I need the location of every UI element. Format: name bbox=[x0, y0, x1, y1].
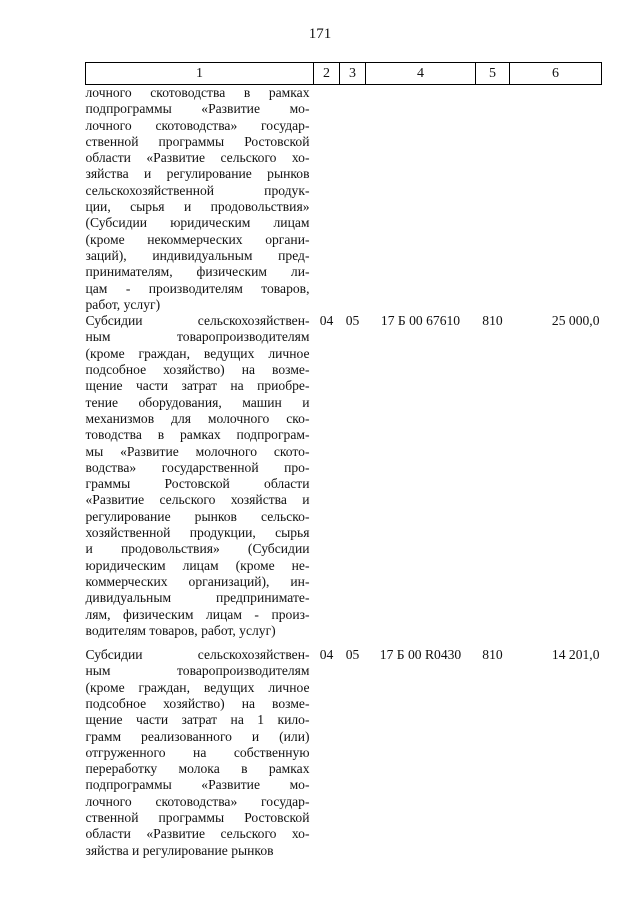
description-line: отгруженного на собственную bbox=[85, 744, 310, 760]
table-row bbox=[86, 647, 602, 870]
description-line: механизмов для молочного ско- bbox=[85, 410, 310, 426]
description-line: юридическим лицам (кроме не- bbox=[85, 557, 310, 573]
description-line: коммерческих организаций), ин- bbox=[85, 573, 310, 589]
description-line: тение оборудования, машин и bbox=[85, 394, 310, 410]
description-line: подсобное хозяйство) на возме- bbox=[85, 695, 310, 711]
description-line: лочного скотоводства» государ- bbox=[85, 793, 310, 809]
row-target-article bbox=[366, 85, 476, 314]
header-col-1: 1 bbox=[86, 63, 314, 85]
description-line: лям, физическим лицам - произ- bbox=[85, 606, 310, 622]
description-line: (Субсидии юридическим лицам bbox=[85, 215, 310, 231]
table-header-row bbox=[86, 63, 602, 85]
budget-table bbox=[85, 62, 602, 870]
description-line: заций), индивидуальным пред- bbox=[85, 247, 310, 263]
description-line: Субсидии сельскохозяйствен- bbox=[85, 647, 310, 663]
description-line: дивидуальным предпринимате- bbox=[85, 590, 310, 606]
description-line: ственной программы Ростовской bbox=[85, 810, 310, 826]
page-number: 171 bbox=[308, 26, 332, 42]
description-line: подпрограммы «Развитие мо- bbox=[85, 777, 310, 793]
header-col-2: 2 bbox=[314, 63, 340, 85]
description-line: (кроме граждан, ведущих личное bbox=[85, 679, 310, 695]
description-line: подсобное хозяйство) на возме- bbox=[85, 362, 310, 378]
row-subsection-code: 05 bbox=[345, 647, 360, 663]
description-line: зяйства и регулирование рынков bbox=[85, 842, 274, 858]
description-line: принимателям, физическим ли- bbox=[85, 264, 310, 280]
description-line: ным товаропроизводителям bbox=[85, 329, 310, 345]
row-amount: 14 201,0 bbox=[551, 647, 600, 663]
description-line: (кроме граждан, ведущих личное bbox=[85, 345, 310, 361]
row-amount: 25 000,0 bbox=[551, 313, 600, 329]
row-amount bbox=[510, 85, 602, 314]
description-line: сельскохозяйственной продук- bbox=[85, 182, 310, 198]
description-line: грамм реализованного и (или) bbox=[85, 728, 310, 744]
description-line: (кроме некоммерческих органи- bbox=[85, 231, 310, 247]
description-line: щение части затрат на 1 кило- bbox=[85, 712, 310, 728]
description-line: лочного скотоводства» государ- bbox=[85, 117, 310, 133]
description-line: ным товаропроизводителям bbox=[85, 663, 310, 679]
description-line: ственной программы Ростовской bbox=[85, 133, 310, 149]
row-expense-type: 810 bbox=[482, 647, 503, 663]
row-description bbox=[86, 85, 314, 314]
description-line: подпрограммы «Развитие мо- bbox=[85, 101, 310, 117]
description-line: лочного скотоводства в рамках bbox=[85, 85, 310, 100]
description-line: мы «Развитие молочного ското- bbox=[85, 443, 310, 459]
description-line: регулирование рынков сельско- bbox=[85, 508, 310, 524]
description-line: граммы Ростовской области bbox=[85, 476, 310, 492]
description-line: области «Развитие сельского хо- bbox=[85, 826, 310, 842]
row-section-code bbox=[314, 85, 340, 314]
row-description bbox=[86, 313, 314, 647]
description-line: «Развитие сельского хозяйства и bbox=[85, 492, 310, 508]
row-expense-type: 810 bbox=[482, 313, 503, 329]
row-description bbox=[86, 647, 314, 870]
row-section-code: 04 bbox=[319, 313, 334, 329]
header-col-5: 5 bbox=[476, 63, 510, 85]
table-row bbox=[86, 313, 602, 647]
description-line: хозяйственной продукции, сырья bbox=[85, 525, 310, 541]
row-section-code: 04 bbox=[319, 647, 334, 663]
row-subsection-code: 05 bbox=[345, 313, 360, 329]
description-line: области «Развитие сельского хо- bbox=[85, 150, 310, 166]
description-line: цам - производителям товаров, bbox=[85, 280, 310, 296]
header-col-6: 6 bbox=[510, 63, 602, 85]
description-line: зяйства и регулирование рынков bbox=[85, 166, 310, 182]
description-line: водителям товаров, работ, услуг) bbox=[85, 622, 276, 638]
description-line: и продовольствия» (Субсидии bbox=[85, 541, 310, 557]
description-line: Субсидии сельскохозяйствен- bbox=[85, 313, 310, 329]
row-target-article: 17 Б 00 67610 bbox=[380, 313, 461, 329]
description-line: ции, сырья и продовольствия» bbox=[85, 199, 310, 215]
table-row bbox=[86, 85, 602, 314]
row-target-article: 17 Б 00 R0430 bbox=[379, 647, 462, 663]
description-line: работ, услуг) bbox=[85, 296, 161, 312]
row-expense-type bbox=[476, 85, 510, 314]
description-line: товодства в рамках подпрограм- bbox=[85, 427, 310, 443]
description-line: водства» государственной про- bbox=[85, 459, 310, 475]
description-line: переработку молока в рамках bbox=[85, 761, 310, 777]
header-col-3: 3 bbox=[340, 63, 366, 85]
header-col-4: 4 bbox=[366, 63, 476, 85]
row-subsection-code bbox=[340, 85, 366, 314]
description-line: щение части затрат на приобре- bbox=[85, 378, 310, 394]
